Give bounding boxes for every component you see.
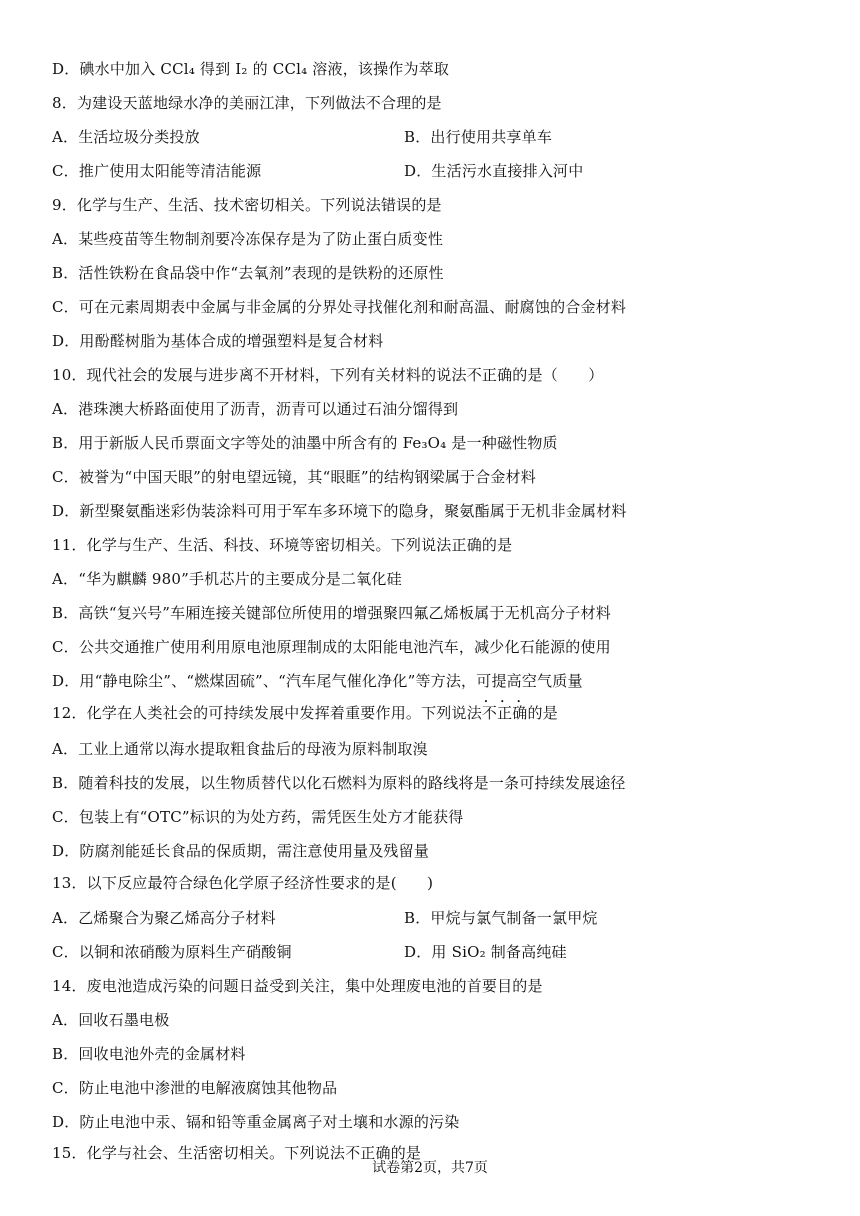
q11-option-b: B．高铁“复兴号”车厢连接关键部位所使用的增强聚四氟乙烯板属于无机高分子材料 — [52, 604, 611, 622]
q11-option-a: A．“华为麒麟 980”手机芯片的主要成分是二氧化硅 — [52, 570, 402, 588]
q8-option-c: C．推广使用太阳能等清洁能源 — [52, 162, 262, 180]
q12-option-d: D．防腐剂能延长食品的保质期，需注意使用量及残留量 — [52, 842, 430, 860]
q8-option-b: B．出行使用共享单车 — [404, 128, 553, 146]
question-8-stem: 8．为建设天蓝地绿水净的美丽江津，下列做法不合理的是 — [52, 94, 442, 112]
q14-option-b: B．回收电池外壳的金属材料 — [52, 1045, 246, 1063]
q11-option-d: D．用“静电除尘”、“燃煤固硫”、“汽车尾气催化净化”等方法，可提高空气质量 — [52, 672, 583, 690]
question-14-stem: 14．废电池造成污染的问题日益受到关注，集中处理废电池的首要目的是 — [52, 977, 543, 995]
q9-option-d: D．用酚醛树脂为基体合成的增强塑料是复合材料 — [52, 332, 384, 350]
q13-option-b: B．甲烷与氯气制备一氯甲烷 — [404, 909, 598, 927]
q10-option-d: D．新型聚氨酯迷彩伪装涂料可用于军车多环境下的隐身，聚氨酯属于无机非金属材料 — [52, 502, 627, 520]
q13-option-a: A．乙烯聚合为聚乙烯高分子材料 — [52, 909, 276, 927]
emphasis-dotted-text: • • • 不正确 — [482, 701, 528, 725]
q8-options-cd — [52, 159, 812, 183]
q12-option-c: C．包装上有“OTC”标识的为处方药，需凭医生处方才能获得 — [52, 808, 464, 826]
q14-option-a: A．回收石墨电极 — [52, 1011, 170, 1029]
q8-option-a: A．生活垃圾分类投放 — [52, 128, 200, 146]
q12-option-a: A．工业上通常以海水提取粗食盐后的母液为原料制取溴 — [52, 740, 428, 758]
q9-option-a: A．某些疫苗等生物制剂要冷冻保存是为了防止蛋白质变性 — [52, 230, 444, 248]
question-9-stem: 9．化学与生产、生活、技术密切相关。下列说法错误的是 — [52, 196, 442, 214]
q14-option-c: C．防止电池中渗泄的电解液腐蚀其他物品 — [52, 1079, 338, 1097]
q8-option-d: D．生活污水直接排入河中 — [404, 162, 584, 180]
q9-option-b: B．活性铁粉在食品袋中作“去氧剂”表现的是铁粉的还原性 — [52, 264, 444, 282]
question-10-stem: 10．现代社会的发展与进步离不开材料，下列有关材料的说法不正确的是（ ） — [52, 366, 604, 384]
q10-option-c: C．被誉为“中国天眼”的射电望远镜，其“眼眶”的结构钢梁属于合金材料 — [52, 468, 536, 486]
page-footer: 试卷第2页，共7页 — [372, 1160, 488, 1176]
question-13-stem: 13．以下反应最符合绿色化学原子经济性要求的是( ) — [52, 874, 434, 892]
q12-stem-prefix: 12．化学在人类社会的可持续发展中发挥着重要作用。下列说法 — [52, 704, 482, 722]
q10-option-a: A．港珠澳大桥路面使用了沥青，沥青可以通过石油分馏得到 — [52, 400, 459, 418]
q9-option-c: C．可在元素周期表中金属与非金属的分界处寻找催化剂和耐高温、耐腐蚀的合金材料 — [52, 298, 627, 316]
q11-option-c: C．公共交通推广使用利用原电池原理制成的太阳能电池汽车，减少化石能源的使用 — [52, 638, 611, 656]
q7-option-d: D．碘水中加入 CCl₄ 得到 I₂ 的 CCl₄ 溶液，该操作为萃取 — [52, 60, 450, 78]
q14-option-d: D．防止电池中汞、镉和铅等重金属离子对土壤和水源的污染 — [52, 1113, 460, 1131]
q13-option-d: D．用 SiO₂ 制备高纯硅 — [404, 943, 567, 961]
question-12-stem — [52, 701, 812, 725]
q12-stem-suffix: 的是 — [527, 704, 558, 722]
question-11-stem: 11．化学与生产、生活、科技、环境等密切相关。下列说法正确的是 — [52, 536, 513, 554]
q13-options-cd — [52, 940, 812, 964]
q13-option-c: C．以铜和浓硝酸为原料生产硝酸铜 — [52, 943, 292, 961]
q13-options-ab — [52, 906, 812, 930]
q12-option-b: B．随着科技的发展，以生物质替代以化石燃料为原料的路线将是一条可持续发展途径 — [52, 774, 626, 792]
q10-option-b: B．用于新版人民币票面文字等处的油墨中所含有的 Fe₃O₄ 是一种磁性物质 — [52, 434, 558, 452]
question-15-stem: 15．化学与社会、生活密切相关。下列说法不正确的是 — [52, 1144, 422, 1162]
q8-options-ab — [52, 125, 812, 149]
